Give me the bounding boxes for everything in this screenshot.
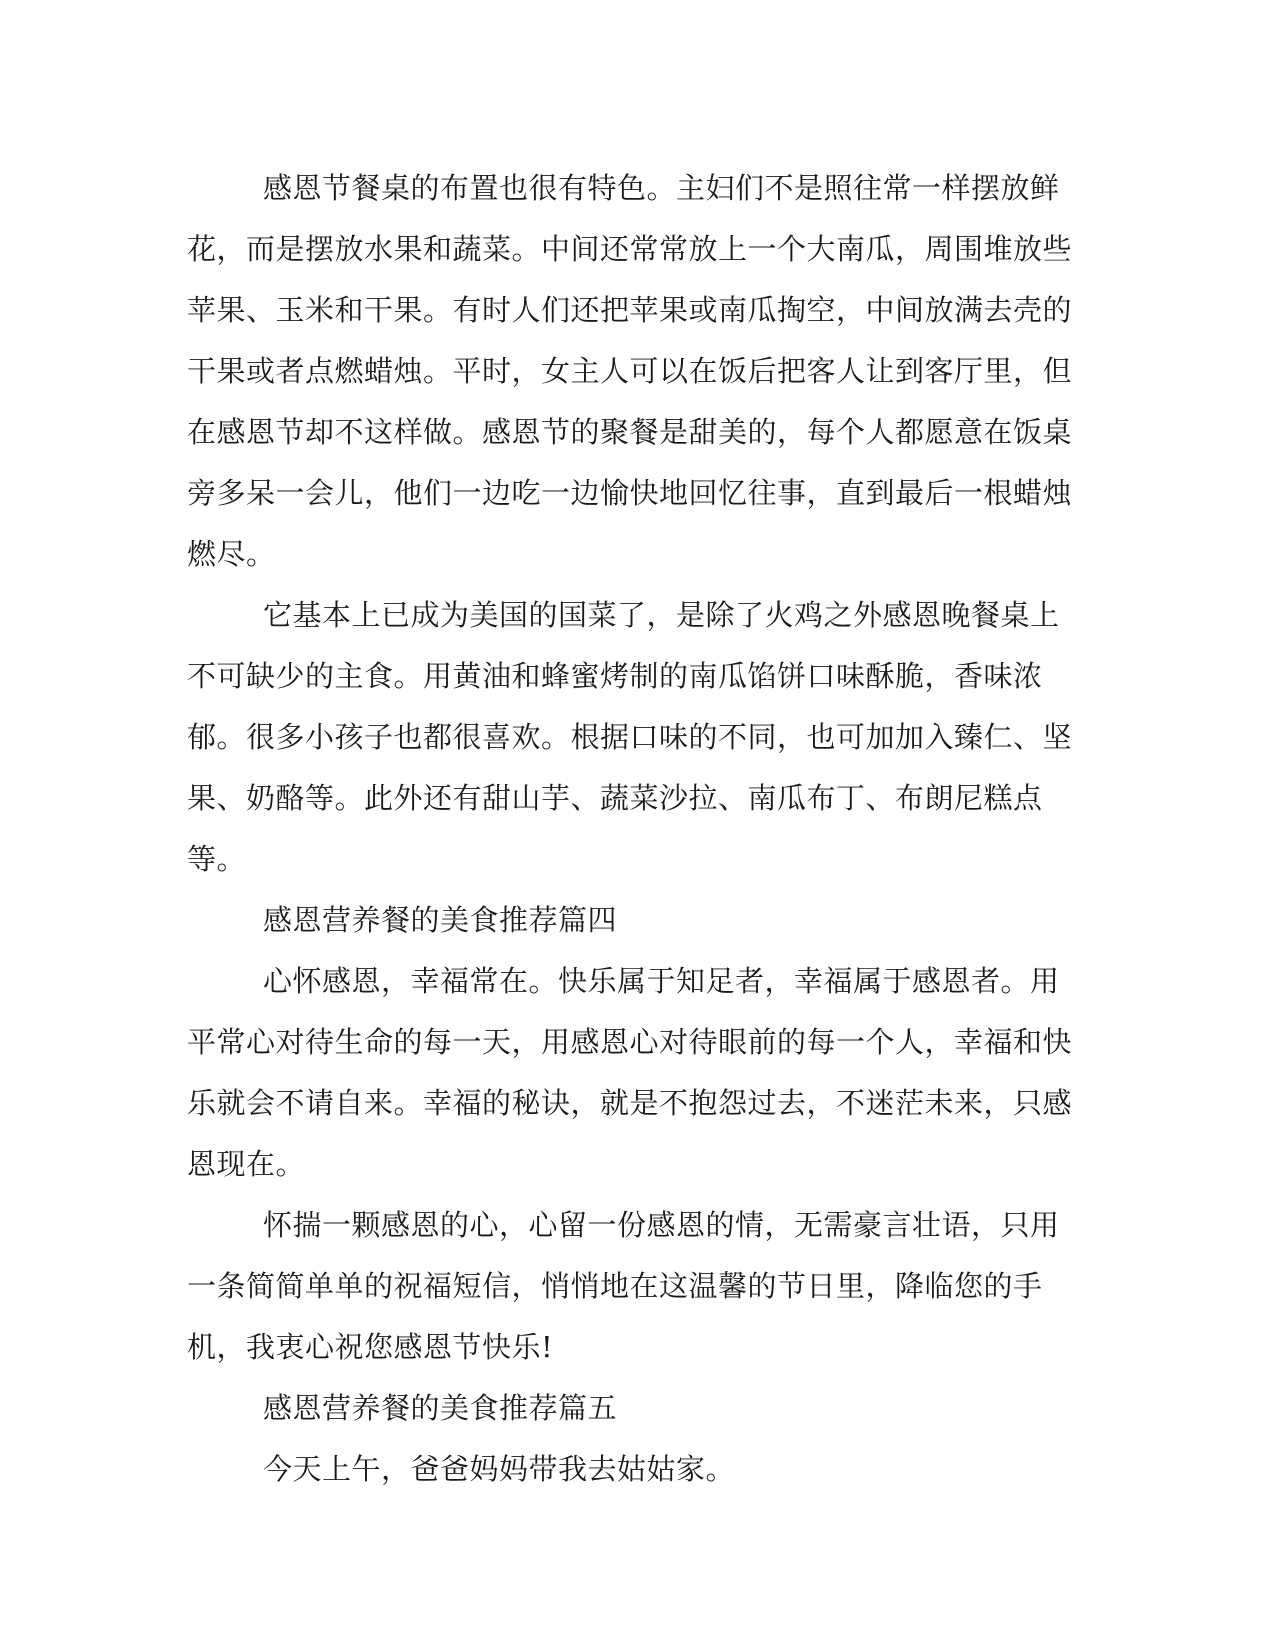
paragraph-pumpkin-pie: 它基本上已成为美国的国菜了，是除了火鸡之外感恩晚餐桌上不可缺少的主食。用黄油和蜂蜜烤制的南瓜馅饼口味酥脆，香味浓郁。很多小孩子也都很喜欢。根据口味的不同，也可加加入臻仁、坚果、奶酪等。此外还有甜山芋、蔬菜沙拉、南瓜布丁、布朗尼糕点等。 — [187, 598, 1073, 876]
section-heading-4: 感恩营养餐的美食推荐篇四 — [263, 903, 618, 937]
paragraph-visit-aunt: 今天上午，爸爸妈妈带我去姑姑家。 — [263, 1452, 736, 1486]
section-heading-5: 感恩营养餐的美食推荐篇五 — [263, 1391, 618, 1425]
paragraph-gratitude-happiness: 心怀感恩，幸福常在。快乐属于知足者，幸福属于感恩者。用平常心对待生命的每一天，用感恩心对待眼前的每一个人，幸福和快乐就会不请自来。幸福的秘诀，就是不抱怨过去，不迷茫未来，只感恩现在。 — [187, 964, 1073, 1181]
paragraph-blessing-message: 怀揣一颗感恩的心，心留一份感恩的情，无需豪言壮语，只用一条简简单单的祝福短信，悄悄地在这温馨的节日里，降临您的手机，我衷心祝您感恩节快乐! — [187, 1208, 1060, 1364]
paragraph-table-decoration: 感恩节餐桌的布置也很有特色。主妇们不是照往常一样摆放鲜花，而是摆放水果和蔬菜。中间还常常放上一个大南瓜，周围堆放些苹果、玉米和干果。有时人们还把苹果或南瓜掏空，中间放满去壳的干果或者点燃蜡烛。平时，女主人可以在饭后把客人让到客厅里，但在感恩节却不这样做。感恩节的聚餐是甜美的，每个人都愿意在饭桌旁多呆一会儿，他们一边吃一边愉快地回忆往事，直到最后一根蜡烛燃尽。 — [187, 171, 1073, 571]
document-body — [187, 158, 1077, 1500]
